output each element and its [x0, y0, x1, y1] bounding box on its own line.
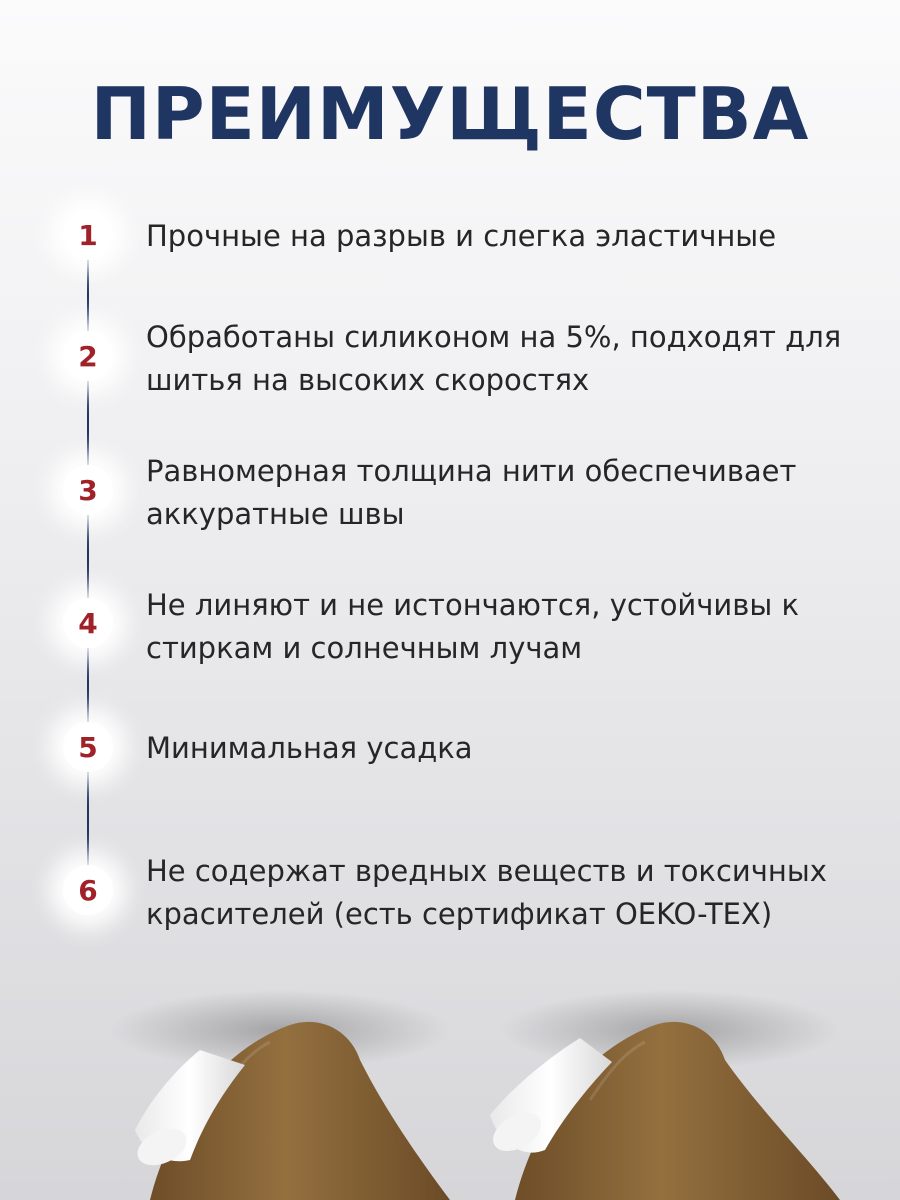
number-badge: 2 — [63, 331, 113, 381]
advantage-text: Прочные на разрыв и слегка эластичные — [146, 219, 777, 253]
number-badge: 5 — [63, 722, 113, 772]
thread-spools-image — [0, 990, 900, 1200]
advantage-text: Минимальная усадка — [146, 731, 473, 765]
advantage-text: Равномерная толщина нити обеспечивает аккуратные швы — [146, 454, 797, 531]
number-badge: 1 — [63, 210, 113, 260]
number-badge: 3 — [63, 465, 113, 515]
number-badge: 6 — [63, 865, 113, 915]
page-title: ПРЕИМУЩЕСТВА — [90, 72, 810, 156]
advantage-text: Не содержат вредных веществ и токсичных красителей (есть сертификат OEKO-TEX) — [146, 854, 827, 931]
number-badge: 4 — [63, 598, 113, 648]
advantage-text: Не линяют и не истончаются, устойчивы к стиркам и солнечным лучам — [146, 588, 799, 665]
advantage-text: Обработаны силиконом на 5%, подходят для шитья на высоких скоростях — [146, 320, 842, 397]
